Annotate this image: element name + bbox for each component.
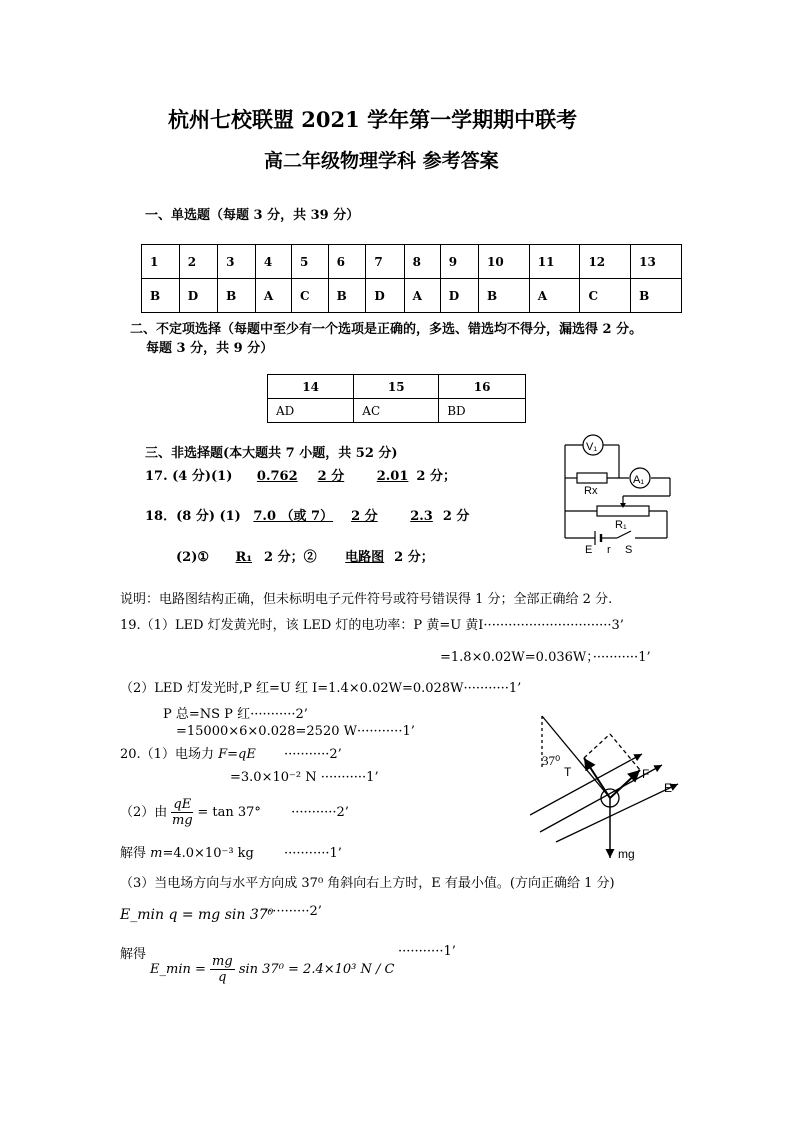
q17-points1: 2 分: [317, 469, 345, 484]
table-cell: B: [328, 279, 366, 313]
table-cell: 5: [291, 245, 328, 279]
section3-heading: 三、非选择题(本大题共 7 小题，共 52 分): [145, 446, 398, 461]
table-cell: 16: [439, 375, 526, 399]
table-cell: A: [255, 279, 291, 313]
q18-line: [145, 505, 469, 524]
page-title: 杭州七校联盟 2021 学年第一学期期中联考: [168, 107, 578, 132]
q18b-line: [176, 546, 434, 565]
q20-line5: （3）当电场方向与水平方向成 37⁰ 角斜向右上方时，E 有最小值。(方向正确给 1 分): [120, 876, 615, 891]
q17-line: [145, 465, 456, 484]
q20-line3: [120, 797, 349, 828]
fraction-numerator: qE: [173, 797, 192, 812]
q20-line4: [120, 842, 342, 861]
q20-line3-text: （2）由: [120, 805, 168, 820]
force-diagram: [530, 710, 680, 865]
q20-line4-text: 解得: [120, 846, 151, 861]
table-cell: 9: [440, 245, 478, 279]
section1-heading: 一、单选题（每题 3 分，共 39 分）: [145, 208, 360, 223]
fraction-denominator: q: [218, 970, 227, 985]
table-row: [142, 245, 682, 279]
q20-mass: =4.0×10⁻³ kg: [162, 846, 254, 861]
q20-var-m: m: [150, 846, 163, 861]
label-angle: 37⁰: [542, 753, 561, 768]
table-cell: AD: [268, 399, 354, 423]
table-row: [268, 375, 526, 399]
q18b-points1: 2 分；②: [264, 550, 317, 565]
label-mg: mg: [618, 847, 635, 861]
table-row: [268, 399, 526, 423]
table-row: [142, 279, 682, 313]
q20-formula-emin: E_min q = mg sin 37⁰: [120, 907, 274, 923]
q20-line7-points: ···········1’: [398, 944, 456, 959]
q20-line1-text: 20.（1）电场力: [120, 747, 219, 762]
label-a1: A₁: [633, 474, 645, 486]
q19-line4: P 总=NS P 红···········2’: [163, 707, 308, 722]
table-cell: 14: [268, 375, 354, 399]
table-cell: 2: [179, 245, 217, 279]
q17-answer1: 0.762: [256, 469, 298, 484]
table-cell: D: [440, 279, 478, 313]
section2-heading-line1: 二、不定项选择（每题中至少有一个选项是正确的，多选、错选均不得分，漏选得 2 分。: [130, 322, 643, 337]
label-e: E: [664, 781, 673, 795]
table-cell: 11: [529, 245, 580, 279]
q20-line3-points: ···········2’: [291, 805, 349, 820]
fraction-qe-mg: [171, 797, 193, 828]
q20-formula-f: F=qE: [218, 747, 256, 762]
table-cell: B: [631, 279, 682, 313]
table-cell: C: [580, 279, 631, 313]
q19-line1: 19.（1）LED 灯发黄光时，该 LED 灯的电功率：P 黄=U 黄I·······························3’: [120, 618, 624, 633]
circuit-diagram: [555, 428, 680, 558]
q18b-answer1: R₁: [235, 550, 253, 565]
table-cell: 1: [142, 245, 180, 279]
fraction-denominator: mg: [172, 813, 193, 828]
single-choice-table: [141, 244, 682, 313]
q17-label: 17. (4 分)(1): [145, 469, 233, 484]
table-cell: 10: [479, 245, 530, 279]
q17-points2: 2 分；: [416, 469, 456, 484]
table-cell: 3: [218, 245, 256, 279]
q20-line1-points: ···········2’: [283, 747, 342, 762]
q20-emin-label: E_min =: [150, 962, 211, 977]
label-f: F: [642, 767, 650, 781]
table-cell: D: [366, 279, 404, 313]
table-cell: AC: [354, 399, 439, 423]
table-cell: 4: [255, 245, 291, 279]
q18-answer1: 7.0 （或 7）: [253, 509, 334, 524]
q17-answer2: 2.01: [376, 469, 409, 484]
label-v1: V₁: [586, 441, 598, 453]
table-cell: B: [218, 279, 256, 313]
table-cell: B: [142, 279, 180, 313]
q20-line1: [120, 743, 342, 762]
label-r1: R₁: [615, 519, 627, 531]
q20-line7: 解得: [120, 947, 147, 962]
table-cell: A: [529, 279, 580, 313]
q18-label: 18．(8 分) (1): [145, 509, 241, 524]
q18-points2: 2 分: [442, 509, 470, 524]
label-rx: Rx: [584, 485, 598, 497]
table-cell: A: [404, 279, 440, 313]
resistor-rx-icon: [577, 473, 607, 483]
q19-line2: =1.8×0.02W=0.036W；···········1’: [440, 650, 651, 665]
label-t: T: [564, 765, 572, 779]
q18-answer2: 2.3: [410, 509, 433, 524]
q18b-points2: 2 分；: [394, 550, 434, 565]
table-cell: C: [291, 279, 328, 313]
table-cell: 8: [404, 245, 440, 279]
q20-line2: =3.0×10⁻² N ···········1’: [230, 770, 379, 785]
table-cell: 15: [354, 375, 439, 399]
table-cell: D: [179, 279, 217, 313]
q20-formula-emin-points: ···········2’: [264, 904, 322, 919]
q20-emin-value: sin 37⁰ = 2.4×10³ N / C: [238, 962, 395, 977]
q19-line3: （2）LED 灯发光时,P 红=U 红 I=1.4×0.02W=0.028W···········1’: [120, 681, 522, 696]
label-e: E: [585, 544, 593, 556]
grading-note: 说明：电路图结构正确，但未标明电子元件符号或符号错误得 1 分；全部正确给 2 分.: [120, 592, 613, 607]
label-s: S: [625, 544, 633, 556]
q18b-answer2: 电路图: [345, 550, 385, 565]
label-r: r: [607, 544, 611, 556]
fraction-mg-q: [210, 954, 235, 985]
page-subtitle: 高二年级物理学科 参考答案: [264, 150, 499, 172]
q19-line5: =15000×6×0.028=2520 W···········1’: [176, 724, 415, 739]
q20-tan: = tan 37°: [197, 805, 261, 820]
section2-heading-line2: 每题 3 分，共 9 分）: [146, 341, 274, 356]
q18b-label: (2)①: [176, 550, 210, 565]
q18-points1: 2 分: [351, 509, 378, 524]
table-cell: 7: [366, 245, 404, 279]
fraction-numerator: mg: [212, 954, 233, 969]
q20-result: [150, 954, 394, 985]
table-cell: 6: [328, 245, 366, 279]
q20-line4-points: ···········1’: [284, 846, 342, 861]
table-cell: 13: [631, 245, 682, 279]
table-cell: 12: [580, 245, 631, 279]
table-cell: B: [479, 279, 530, 313]
table-cell: BD: [439, 399, 526, 423]
multi-choice-table: [267, 374, 526, 423]
